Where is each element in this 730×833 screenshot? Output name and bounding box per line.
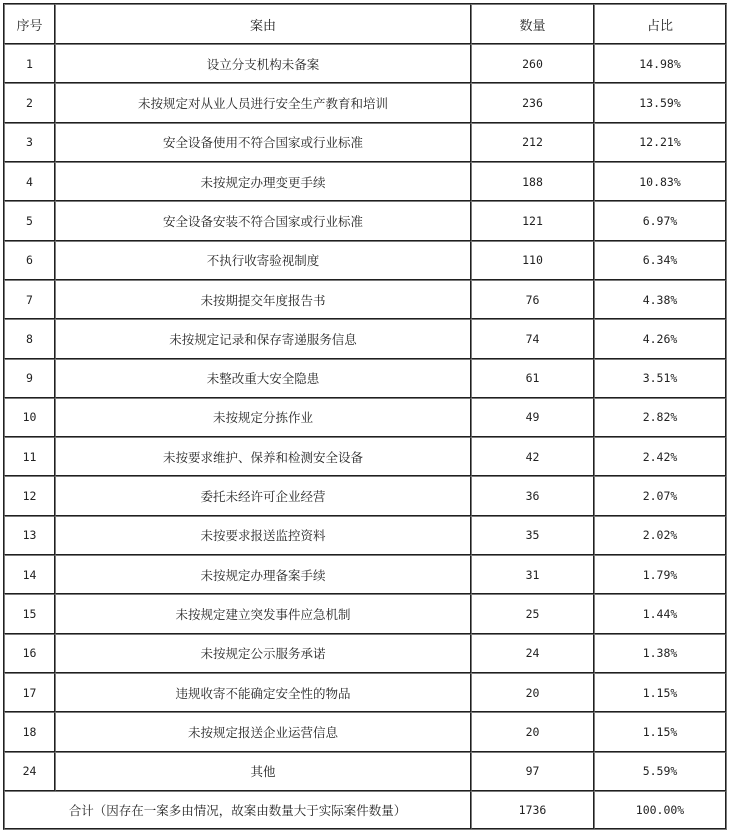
row-cause: 未按规定报送企业运营信息 (55, 712, 471, 751)
row-count: 110 (471, 241, 594, 280)
case-cause-table (3, 3, 727, 830)
row-count: 121 (471, 201, 594, 240)
table-footer (4, 791, 726, 829)
row-index: 5 (4, 201, 55, 240)
row-count: 260 (471, 44, 594, 83)
row-count: 20 (471, 712, 594, 751)
row-cause: 未按规定建立突发事件应急机制 (55, 594, 471, 633)
row-ratio: 1.38% (594, 634, 726, 673)
header-index: 序号 (4, 4, 55, 44)
row-index: 11 (4, 437, 55, 476)
table-row (4, 359, 726, 398)
row-cause: 未按规定对从业人员进行安全生产教育和培训 (55, 83, 471, 122)
row-index: 13 (4, 516, 55, 555)
table-row (4, 398, 726, 437)
row-index: 17 (4, 673, 55, 712)
row-count: 212 (471, 123, 594, 162)
row-cause: 未按规定办理变更手续 (55, 162, 471, 201)
table-row (4, 712, 726, 751)
row-ratio: 1.15% (594, 673, 726, 712)
table-row (4, 162, 726, 201)
total-label: 合计（因存在一案多由情况，故案由数量大于实际案件数量） (4, 791, 471, 829)
row-ratio: 2.07% (594, 476, 726, 515)
row-index: 12 (4, 476, 55, 515)
header-cause: 案由 (55, 4, 471, 44)
row-cause: 未按要求报送监控资料 (55, 516, 471, 555)
row-ratio: 1.79% (594, 555, 726, 594)
table-row (4, 123, 726, 162)
row-cause: 未按要求维护、保养和检测安全设备 (55, 437, 471, 476)
table-header (4, 4, 726, 44)
row-count: 25 (471, 594, 594, 633)
table-row (4, 634, 726, 673)
table-row (4, 280, 726, 319)
row-index: 14 (4, 555, 55, 594)
row-index: 15 (4, 594, 55, 633)
table-row (4, 241, 726, 280)
row-ratio: 3.51% (594, 359, 726, 398)
row-count: 36 (471, 476, 594, 515)
row-index: 6 (4, 241, 55, 280)
table-row (4, 555, 726, 594)
header-count: 数量 (471, 4, 594, 44)
row-ratio: 2.82% (594, 398, 726, 437)
row-ratio: 10.83% (594, 162, 726, 201)
header-row (4, 4, 726, 44)
row-cause: 未按规定办理备案手续 (55, 555, 471, 594)
table-row (4, 752, 726, 791)
row-ratio: 1.44% (594, 594, 726, 633)
row-count: 61 (471, 359, 594, 398)
row-count: 74 (471, 319, 594, 358)
row-index: 2 (4, 83, 55, 122)
row-cause: 未按规定公示服务承诺 (55, 634, 471, 673)
row-count: 188 (471, 162, 594, 201)
row-index: 4 (4, 162, 55, 201)
table-row (4, 201, 726, 240)
table-row (4, 44, 726, 83)
total-row (4, 791, 726, 829)
row-cause: 委托未经许可企业经营 (55, 476, 471, 515)
row-ratio: 1.15% (594, 712, 726, 751)
row-ratio: 2.42% (594, 437, 726, 476)
row-ratio: 2.02% (594, 516, 726, 555)
row-count: 97 (471, 752, 594, 791)
row-index: 18 (4, 712, 55, 751)
table-row (4, 83, 726, 122)
row-cause: 安全设备使用不符合国家或行业标准 (55, 123, 471, 162)
row-count: 76 (471, 280, 594, 319)
row-ratio: 13.59% (594, 83, 726, 122)
row-count: 20 (471, 673, 594, 712)
row-cause: 不执行收寄验视制度 (55, 241, 471, 280)
row-cause: 设立分支机构未备案 (55, 44, 471, 83)
row-ratio: 5.59% (594, 752, 726, 791)
row-count: 236 (471, 83, 594, 122)
row-cause: 未按规定记录和保存寄递服务信息 (55, 319, 471, 358)
table-row (4, 516, 726, 555)
row-index: 16 (4, 634, 55, 673)
table-row (4, 476, 726, 515)
total-ratio: 100.00% (594, 791, 726, 829)
table-row (4, 673, 726, 712)
row-cause: 其他 (55, 752, 471, 791)
row-ratio: 4.38% (594, 280, 726, 319)
row-ratio: 12.21% (594, 123, 726, 162)
row-cause: 未整改重大安全隐患 (55, 359, 471, 398)
row-cause: 安全设备安装不符合国家或行业标准 (55, 201, 471, 240)
row-cause: 未按规定分拣作业 (55, 398, 471, 437)
row-count: 24 (471, 634, 594, 673)
row-ratio: 14.98% (594, 44, 726, 83)
row-index: 24 (4, 752, 55, 791)
row-count: 31 (471, 555, 594, 594)
table-row (4, 594, 726, 633)
row-index: 8 (4, 319, 55, 358)
row-index: 1 (4, 44, 55, 83)
row-cause: 未按期提交年度报告书 (55, 280, 471, 319)
row-count: 42 (471, 437, 594, 476)
table-body (4, 44, 726, 791)
row-ratio: 6.97% (594, 201, 726, 240)
table-row (4, 319, 726, 358)
row-ratio: 6.34% (594, 241, 726, 280)
total-count: 1736 (471, 791, 594, 829)
table-row (4, 437, 726, 476)
row-index: 7 (4, 280, 55, 319)
row-cause: 违规收寄不能确定安全性的物品 (55, 673, 471, 712)
row-ratio: 4.26% (594, 319, 726, 358)
row-count: 35 (471, 516, 594, 555)
header-ratio: 占比 (594, 4, 726, 44)
row-index: 3 (4, 123, 55, 162)
row-count: 49 (471, 398, 594, 437)
row-index: 10 (4, 398, 55, 437)
row-index: 9 (4, 359, 55, 398)
